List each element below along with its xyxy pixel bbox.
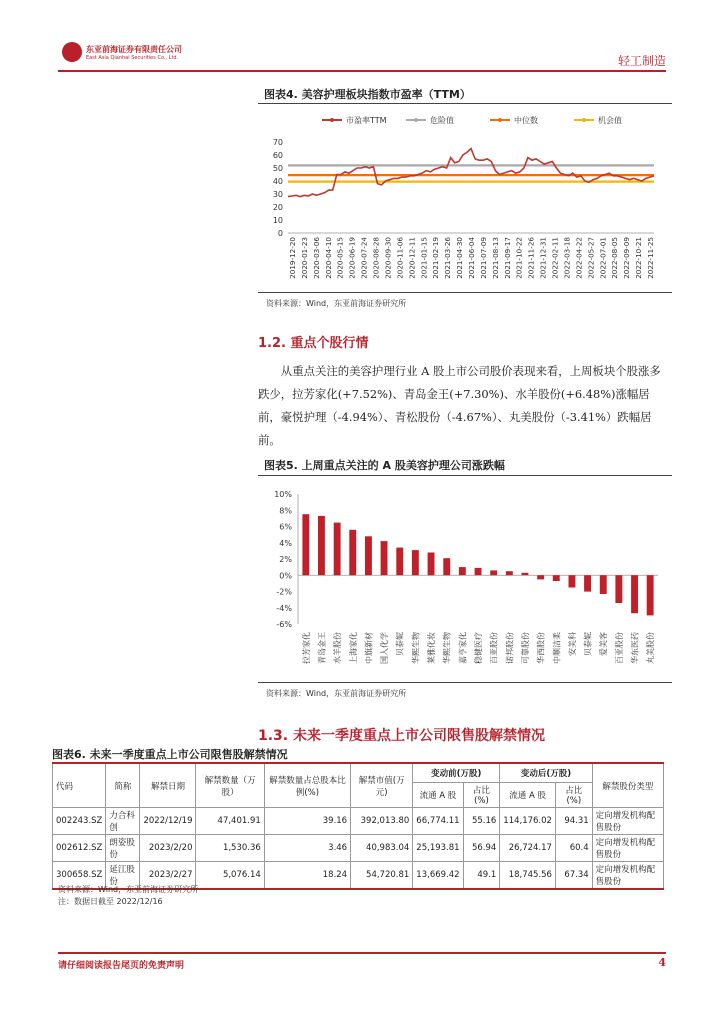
table-cell: 2022/12/19 — [140, 808, 196, 835]
table-cell: 1,530.36 — [196, 835, 264, 862]
category-label: 中旗新材 — [364, 632, 374, 664]
footer-disclaimer: 请仔细阅读报告尾页的免责声明 — [58, 961, 185, 971]
category-label: 拉芳家化 — [301, 632, 311, 664]
x-tick-label: 2022-08-05 — [610, 237, 620, 279]
x-tick-label: 2020-06-19 — [347, 237, 357, 279]
x-tick-label: 2021-11-26 — [526, 237, 536, 279]
bar — [459, 567, 466, 575]
legend-marker — [330, 118, 334, 122]
y-tick-label: -2% — [276, 587, 292, 597]
category-label: 中顺洁柔 — [552, 632, 562, 664]
x-tick-label: 2020-03-06 — [311, 237, 321, 279]
x-tick-label: 2021-04-30 — [455, 237, 465, 279]
col-qty: 解禁数量（万股） — [196, 763, 264, 808]
table-cell: 5,076.14 — [196, 862, 264, 890]
stock-change-bar-chart — [258, 482, 672, 680]
y-tick-label: 60 — [272, 151, 283, 160]
table-cell: 18,745.56 — [500, 862, 556, 890]
legend-label: 危险值 — [430, 116, 454, 125]
footer-divider — [58, 952, 666, 954]
x-tick-label: 2022-09-09 — [622, 237, 632, 279]
bar — [381, 541, 388, 575]
x-tick-label: 2021-06-04 — [467, 237, 476, 279]
bar — [553, 575, 560, 581]
x-tick-label: 2022-10-21 — [634, 237, 644, 279]
fig6-source: 资料来源：Wind，东亚前海证券研究所 — [58, 885, 199, 894]
y-tick-label: 8% — [279, 506, 292, 516]
bar — [490, 570, 497, 575]
legend-marker — [498, 118, 502, 122]
pe-ttm-series — [288, 149, 654, 197]
table-cell: 13,669.42 — [413, 862, 463, 890]
table-cell: 49.1 — [463, 862, 500, 890]
category-label: 爱美客 — [599, 632, 609, 656]
x-tick-label: 2020-12-11 — [407, 237, 417, 279]
x-tick-label: 2022-02-11 — [550, 237, 560, 279]
category-label: 莱雅化妆 — [427, 632, 437, 664]
y-tick-label: 2% — [279, 555, 292, 564]
category-label: 华熙生物 — [442, 632, 452, 664]
x-tick-label: 2020-11-06 — [395, 237, 405, 279]
col-before-float: 流通 A 股 — [413, 783, 463, 808]
col-before: 变动前(万股) — [413, 763, 500, 783]
y-tick-label: 4% — [279, 538, 292, 548]
unlock-table — [52, 762, 664, 890]
y-tick-label: 40 — [272, 177, 283, 186]
bar — [647, 575, 654, 615]
bar — [584, 575, 591, 591]
bar — [443, 558, 450, 575]
table-cell: 39.16 — [264, 808, 350, 835]
x-tick-label: 2022-03-18 — [562, 237, 572, 279]
x-tick-label: 2020-08-28 — [371, 237, 381, 279]
legend-label: 市盈率TTM — [346, 116, 387, 125]
table-cell: 94.31 — [555, 808, 592, 835]
category-label: 安美科 — [567, 632, 577, 656]
table-cell: 朗姿股份 — [106, 835, 140, 862]
table-cell: 40,983.04 — [351, 835, 413, 862]
category-label: 稳健医疗 — [474, 632, 483, 664]
section-1-2-paragraph: 从重点关注的美容护理行业 A 股上市公司股价表现来看，上周板块个股涨多跌少，拉芳家化(+7.52%)、青岛金王(+7.30%)、水羊股份(+6.48%)涨幅居前，豪悦护理（-4.94%）、青松股份（-4.67%）、丸美股份（-3.41%）跌幅居前。 — [258, 364, 661, 447]
bar — [365, 536, 372, 575]
fig4-source: 资料来源：Wind，东亚前海证券研究所 — [266, 299, 407, 308]
table-row — [53, 835, 664, 862]
y-tick-label: 10% — [274, 490, 292, 499]
table-cell: 67.34 — [555, 862, 592, 890]
y-tick-label: 0% — [279, 571, 292, 581]
y-tick-label: -4% — [276, 603, 292, 613]
bar — [569, 575, 576, 587]
category-label: 贝泰妮 — [583, 632, 593, 656]
fig4-title-rule — [258, 103, 672, 104]
header-divider — [58, 70, 666, 72]
x-tick-label: 2021-08-13 — [490, 237, 500, 279]
col-type: 解禁股份类型 — [592, 763, 663, 808]
table-cell: 3.46 — [264, 835, 350, 862]
fig5-title: 图表5. 上周重点关注的 A 股美容护理公司涨跌幅 — [264, 459, 505, 472]
category-label: 华西股份 — [536, 632, 546, 664]
section-1-3-title: 1.3. 未来一季度重点上市公司限售股解禁情况 — [258, 728, 545, 744]
x-tick-label: 2022-05-27 — [586, 237, 596, 279]
col-ratio: 解禁数量占总股本比例(%) — [264, 763, 350, 808]
legend-marker — [414, 118, 418, 122]
table-cell: 114,176.02 — [500, 808, 556, 835]
category-label: 贝泰妮 — [395, 632, 405, 656]
bar — [506, 571, 513, 575]
table-cell: 47,401.91 — [196, 808, 264, 835]
y-tick-label: 6% — [279, 522, 292, 532]
fig5-title-rule — [258, 475, 672, 476]
bar — [522, 573, 529, 575]
category-label: 百亚股份 — [489, 632, 499, 664]
col-after: 变动后(万股) — [500, 763, 592, 783]
section-1-2-title: 1.2. 重点个股行情 — [258, 336, 369, 351]
legend-label: 中位数 — [514, 116, 538, 125]
legend-marker — [582, 118, 586, 122]
table-cell: 66,774.11 — [413, 808, 463, 835]
table-cell: 延江股份 — [106, 862, 140, 890]
x-tick-label: 2020-04-10 — [323, 237, 333, 279]
category-label: 嘉亨家化 — [458, 632, 468, 664]
x-tick-label: 2021-07-09 — [478, 237, 488, 279]
category-label: 国人化学 — [380, 632, 390, 664]
category-label: 华熙生物 — [411, 632, 421, 664]
y-tick-label: -6% — [276, 620, 292, 629]
col-after-pct: 占比(%) — [555, 783, 592, 808]
x-tick-label: 2022-07-01 — [598, 237, 608, 279]
bar — [396, 548, 403, 576]
table-cell: 定向增发机构配售股份 — [592, 862, 663, 890]
bar — [475, 568, 482, 575]
category-label: 丸美股份 — [646, 632, 656, 664]
table-cell: 60.4 — [555, 835, 592, 862]
category-label: 水羊股份 — [333, 632, 343, 664]
col-after-float: 流通 A 股 — [500, 783, 556, 808]
table-cell: 392,013.80 — [351, 808, 413, 835]
x-tick-label: 2021-09-17 — [502, 236, 512, 279]
table-cell: 002612.SZ — [53, 835, 106, 862]
x-tick-label: 2021-03-26 — [443, 237, 453, 279]
fig6-title: 图表6. 未来一季度重点上市公司限售股解禁情况 — [52, 748, 288, 761]
y-tick-label: 30 — [272, 190, 283, 199]
company-name-cn: 东亚前海证券有限责任公司 — [86, 45, 182, 54]
industry-label: 轻工制造 — [617, 54, 666, 68]
bar — [631, 575, 638, 613]
x-tick-label: 2019-12-20 — [288, 237, 297, 279]
fig6-note: 注：数据日截至 2022/12/16 — [58, 897, 163, 906]
table-cell: 25,193.81 — [413, 835, 463, 862]
x-tick-label: 2022-11-25 — [646, 237, 655, 279]
fig4-bottom-rule — [258, 292, 672, 293]
pe-ttm-line-chart — [258, 108, 672, 296]
page-number: 4 — [658, 956, 666, 969]
fig4-title: 图表4. 美容护理板块指数市盈率（TTM） — [264, 88, 471, 101]
company-logo-icon — [62, 42, 82, 62]
table-cell: 55.16 — [463, 808, 500, 835]
bar — [349, 530, 356, 576]
table-cell: 定向增发机构配售股份 — [592, 835, 663, 862]
y-tick-label: 70 — [272, 138, 283, 147]
table-cell: 18.24 — [264, 862, 350, 890]
x-tick-label: 2021-01-15 — [419, 237, 429, 279]
table-cell: 2023/2/20 — [140, 835, 196, 862]
col-before-pct: 占比(%) — [463, 783, 500, 808]
table-cell: 54,720.81 — [351, 862, 413, 890]
company-name-en: East Asia Qianhai Securities Co., Ltd. — [86, 55, 179, 61]
category-label: 青岛金王 — [317, 632, 327, 664]
col-code: 代码 — [53, 763, 106, 808]
y-tick-label: 0 — [277, 229, 283, 238]
bar — [615, 575, 622, 603]
bar — [334, 523, 341, 576]
bar — [600, 575, 607, 594]
y-tick-label: 10 — [272, 216, 283, 225]
bar — [428, 553, 435, 576]
x-tick-label: 2020-07-24 — [359, 237, 369, 279]
x-tick-label: 2021-12-31 — [538, 237, 548, 279]
category-label: 上海家化 — [348, 632, 358, 664]
table-cell: 力合科创 — [106, 808, 140, 835]
x-tick-label: 2021-02-19 — [431, 237, 441, 279]
legend-label: 机会值 — [598, 116, 622, 125]
category-label: 诺邦股份 — [505, 632, 515, 664]
table-cell: 2023/2/27 — [140, 862, 196, 890]
col-name: 简称 — [106, 763, 140, 808]
category-label: 可靠股份 — [520, 632, 530, 664]
bar — [537, 575, 544, 579]
category-label: 百亚股份 — [614, 632, 624, 664]
fig5-bottom-rule — [258, 682, 672, 683]
x-tick-label: 2020-09-30 — [383, 237, 393, 279]
y-tick-label: 50 — [272, 164, 283, 173]
table-cell: 300658.SZ — [53, 862, 106, 890]
x-tick-label: 2022-04-22 — [574, 237, 584, 279]
table-cell: 002243.SZ — [53, 808, 106, 835]
table-cell: 26,724.17 — [500, 835, 556, 862]
table-cell: 定向增发机构配售股份 — [592, 808, 663, 835]
y-tick-label: 20 — [272, 203, 283, 212]
x-tick-label: 2020-01-23 — [299, 237, 309, 279]
bar — [412, 550, 419, 575]
table-row — [53, 808, 664, 835]
table-cell: 56.94 — [463, 835, 500, 862]
bar — [318, 516, 325, 575]
x-tick-label: 2020-05-15 — [335, 237, 345, 279]
col-value: 解禁市值(万元) — [351, 763, 413, 808]
category-label: 华东医药 — [630, 632, 640, 664]
bar — [302, 514, 309, 575]
col-date: 解禁日期 — [140, 763, 196, 808]
fig5-source: 资料来源：Wind，东亚前海证券研究所 — [266, 689, 407, 698]
x-tick-label: 2021-10-22 — [514, 237, 524, 279]
